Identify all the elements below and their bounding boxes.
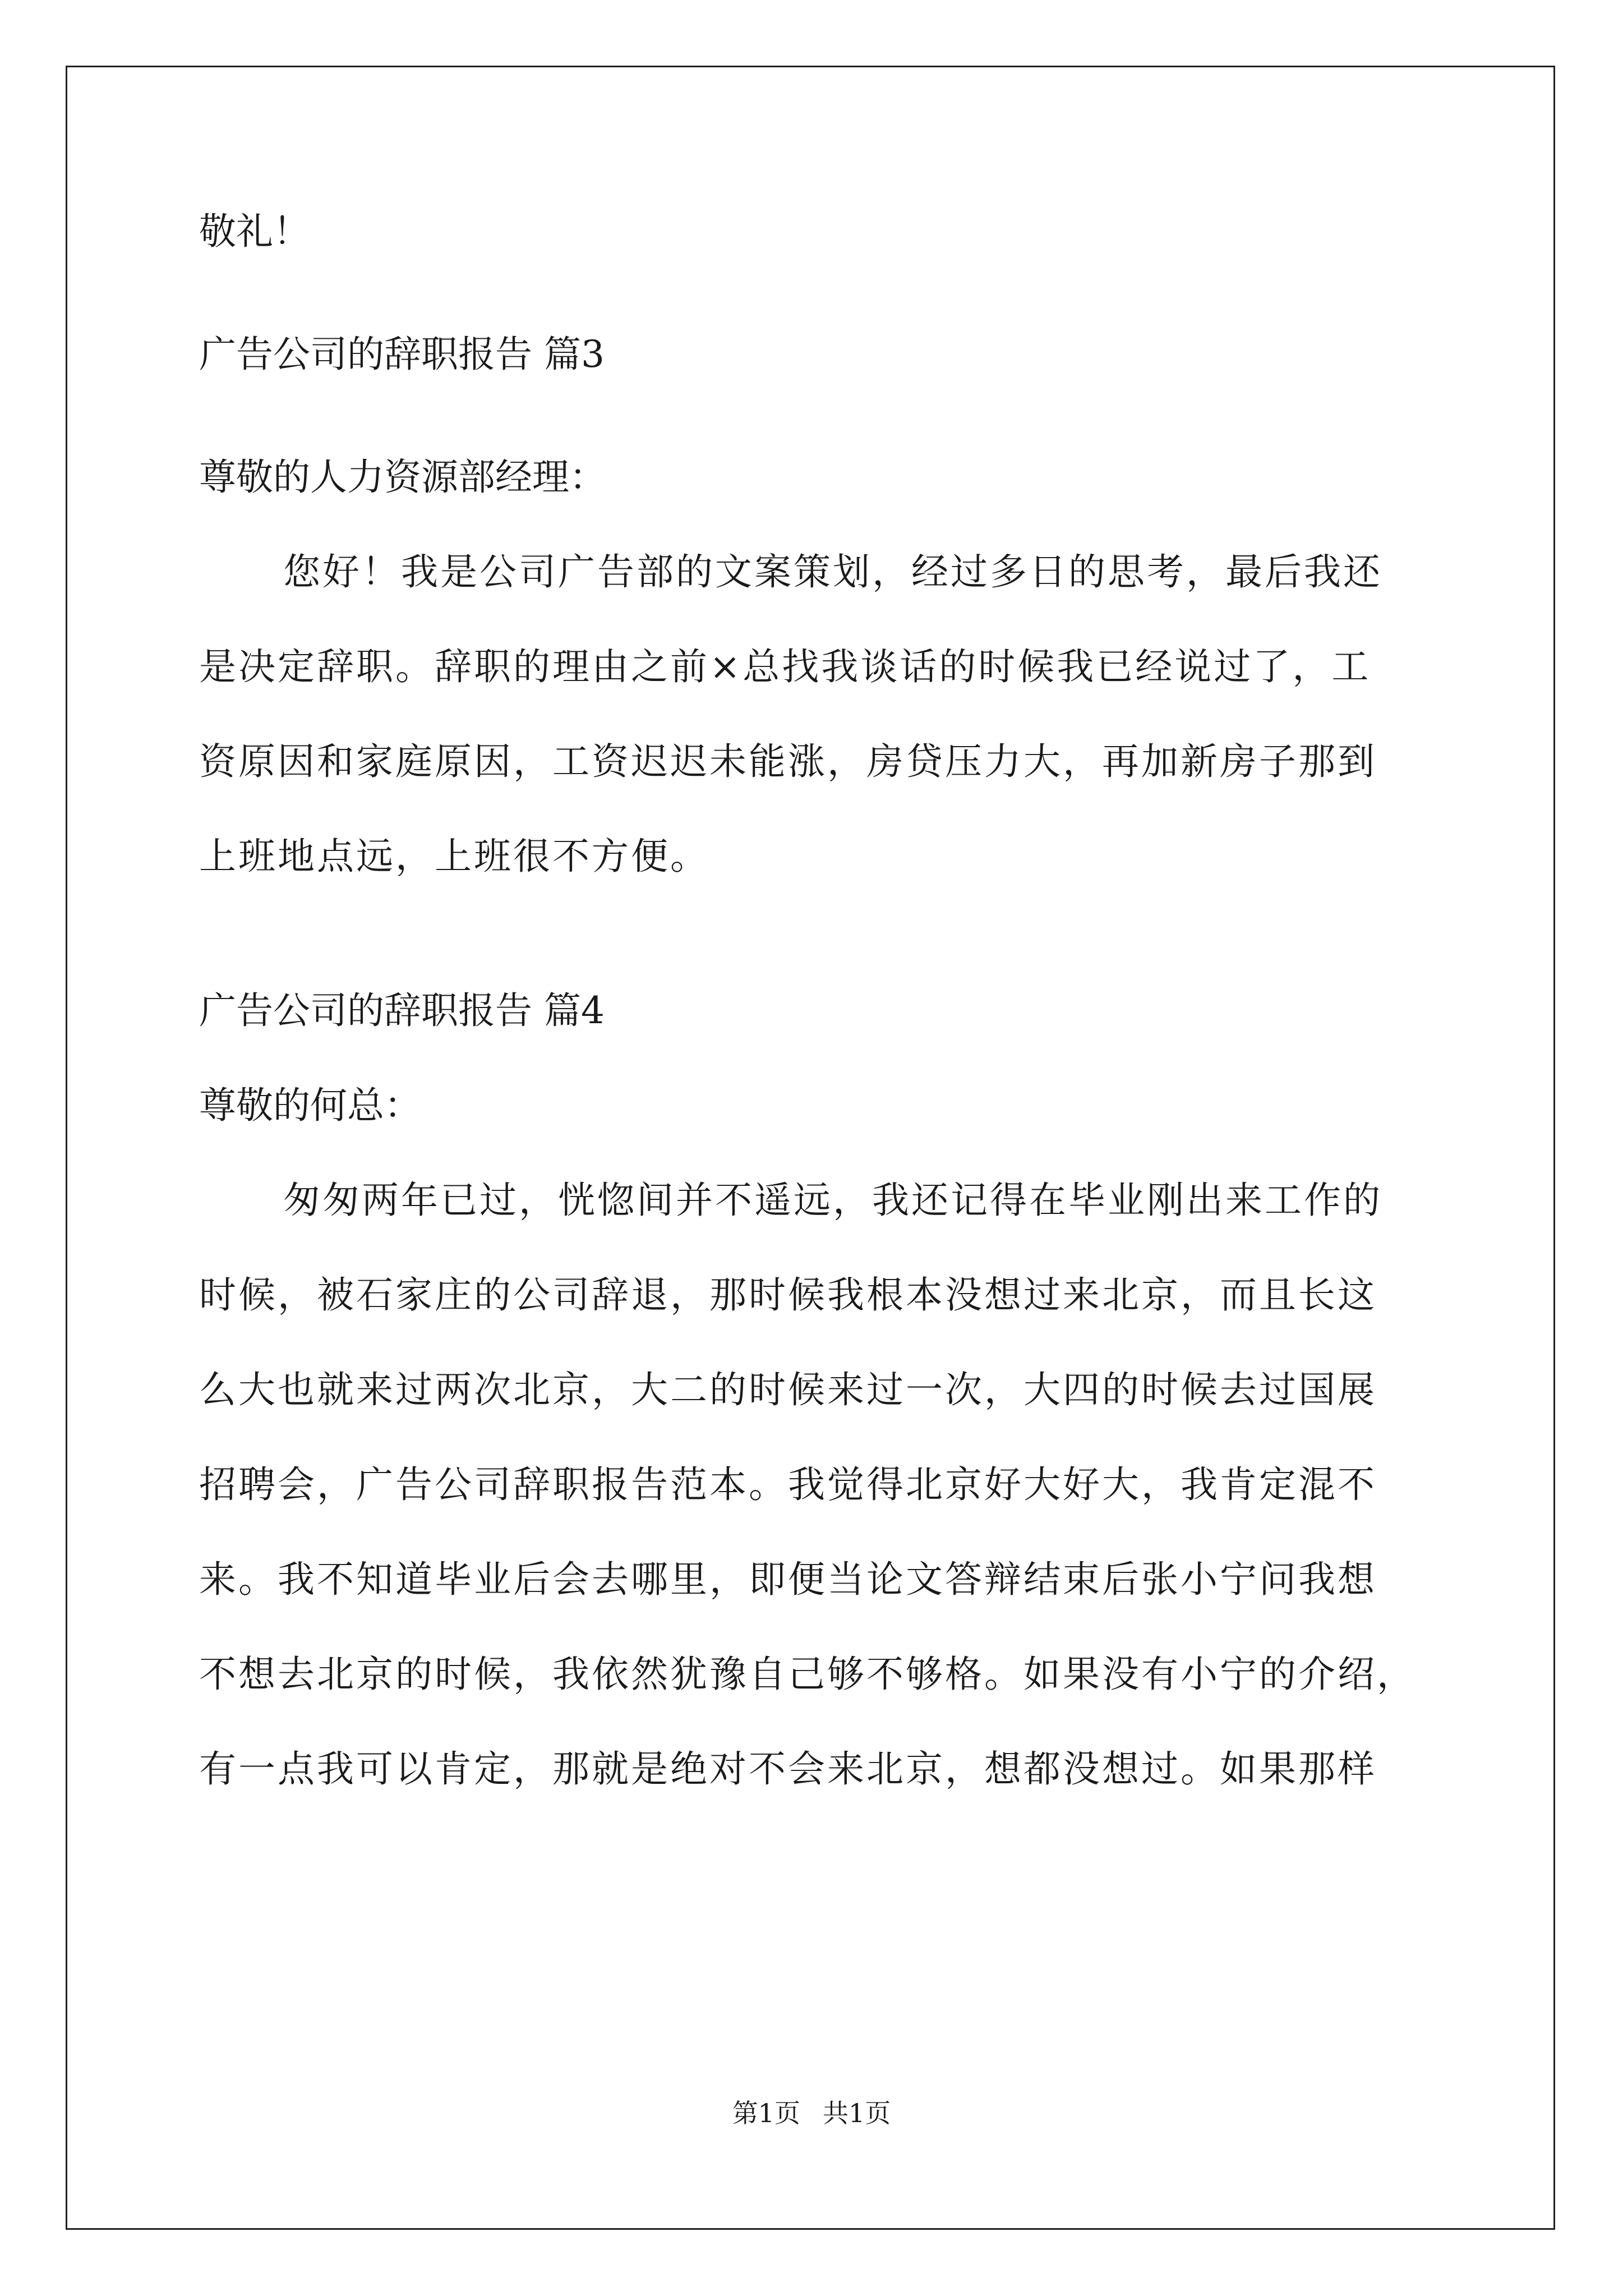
paragraph-line: 招聘会，广告公司辞职报告范本。我觉得北京好大好大，我肯定混不 bbox=[199, 1463, 1377, 1506]
section-heading-3: 广告公司的辞职报告 篇3 bbox=[199, 333, 605, 376]
paragraph-line: 时候，被石家庄的公司辞退，那时候我根本没想过来北京，而且长这 bbox=[199, 1273, 1377, 1317]
paragraph-line: 上班地点远，上班很不方便。 bbox=[199, 835, 709, 878]
paragraph-line: 来。我不知道毕业后会去哪里，即便当论文答辩结束后张小宁问我想 bbox=[199, 1558, 1377, 1601]
page-total: 共1页 bbox=[823, 2098, 891, 2128]
page-border bbox=[66, 66, 1555, 2230]
paragraph-line: 您好！我是公司广告部的文案策划，经过多日的思考，最后我还 bbox=[283, 550, 1382, 593]
paragraph-line: 匆匆两年已过，恍惚间并不遥远，我还记得在毕业刚出来工作的 bbox=[283, 1179, 1382, 1222]
paragraph-line: 不想去北京的时候，我依然犹豫自己够不够格。如果没有小宁的介绍， bbox=[199, 1653, 1416, 1696]
paragraph-line: 是决定辞职。辞职的理由之前×总找我谈话的时候我已经说过了，工 bbox=[199, 645, 1371, 688]
paragraph-line: 有一点我可以肯定，那就是绝对不会来北京，想都没想过。如果那样 bbox=[199, 1747, 1377, 1791]
greeting-he-zong: 尊敬的何总： bbox=[199, 1084, 421, 1127]
page-number: 第1页 bbox=[732, 2098, 800, 2128]
paragraph-line: 么大也就来过两次北京，大二的时候来过一次，大四的时候去过国展 bbox=[199, 1368, 1377, 1411]
greeting-hr-manager: 尊敬的人力资源部经理： bbox=[199, 455, 606, 499]
page-footer bbox=[0, 2100, 1623, 2126]
section-heading-4: 广告公司的辞职报告 篇4 bbox=[199, 989, 605, 1032]
closing-salutation: 敬礼！ bbox=[199, 210, 310, 253]
paragraph-line: 资原因和家庭原因，工资迟迟未能涨，房贷压力大，再加新房子那到 bbox=[199, 740, 1377, 783]
